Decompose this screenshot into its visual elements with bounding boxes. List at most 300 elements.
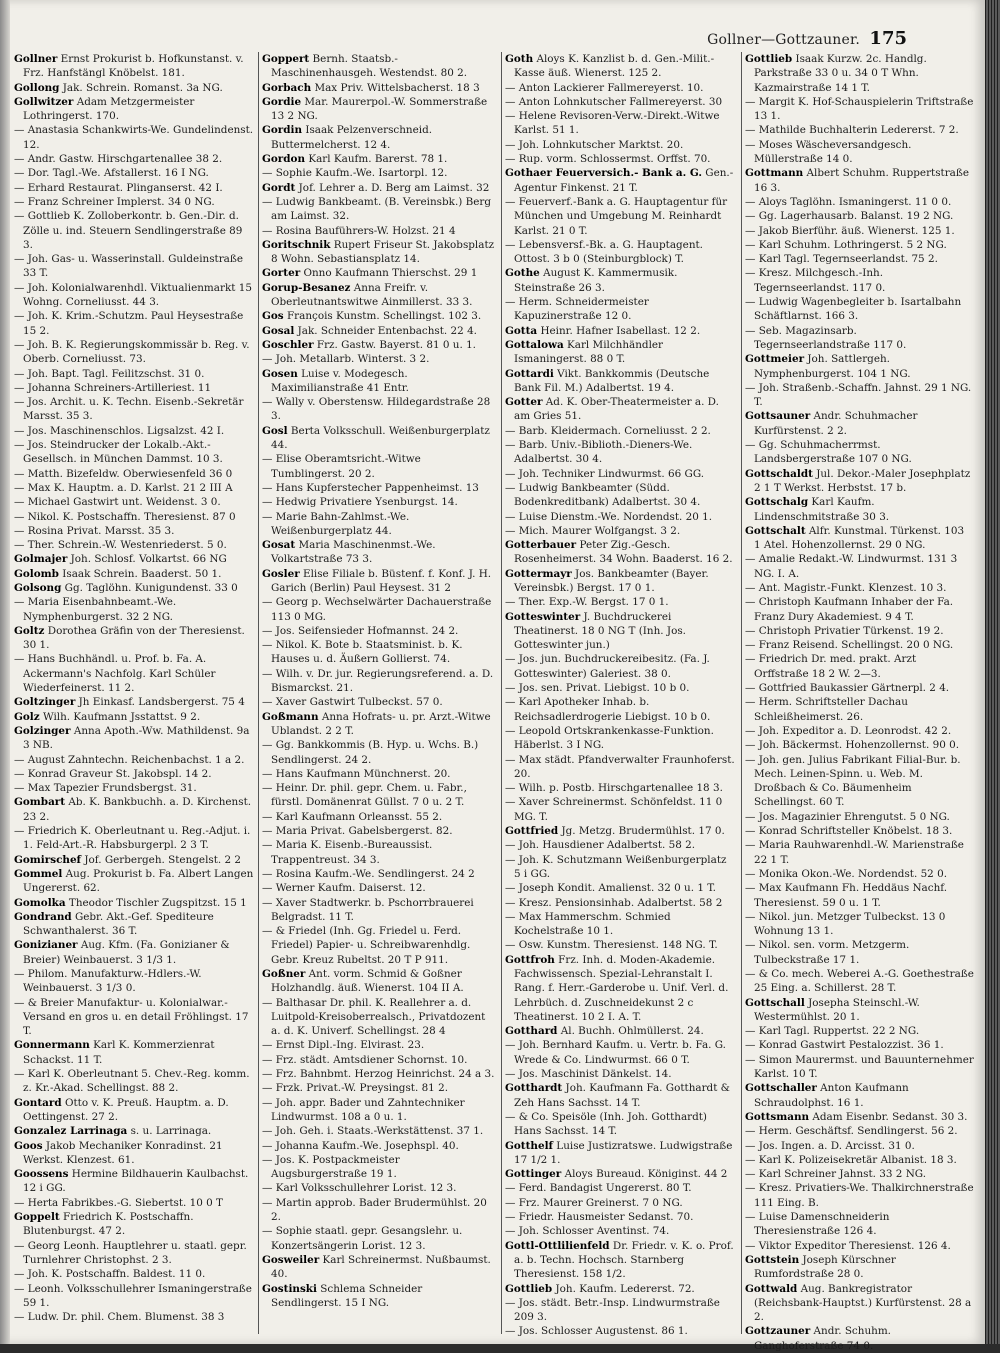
entry-text: — Joseph Kondit. Amalienst. 32 0 u. 1 T. xyxy=(505,882,716,895)
directory-entry xyxy=(745,52,974,95)
entry-text: Karl Schreinermst. Nußbaumst. 40. xyxy=(271,1253,491,1281)
directory-entry xyxy=(505,781,736,795)
entry-text: — Rosina Kaufm.-We. Sendlingerst. 24 2 xyxy=(262,867,475,880)
directory-entry xyxy=(745,1181,974,1210)
directory-entry xyxy=(745,409,974,438)
entry-text: Ab. K. Bankbuchh. a. D. Kirchenst. 23 2. xyxy=(23,796,252,823)
entry-surname: Gottschalg xyxy=(745,496,809,509)
entry-text: Andr. Schuhmacher Kurfürstenst. 2 2. xyxy=(754,410,918,437)
entry-surname: Gombart xyxy=(14,796,66,809)
directory-entry xyxy=(14,1139,254,1168)
directory-entry xyxy=(262,881,496,895)
entry-surname: Golomb xyxy=(14,567,59,580)
entry-surname: Gonnermann xyxy=(14,1039,90,1052)
directory-entry xyxy=(14,510,254,524)
directory-entry xyxy=(745,266,974,295)
directory-entry xyxy=(262,624,496,638)
directory-entry xyxy=(745,1239,974,1253)
directory-entry xyxy=(505,1024,736,1038)
entry-text: — Aloys Taglöhn. Ismaningerst. 11 0 0. xyxy=(745,195,952,208)
directory-entry xyxy=(14,95,254,124)
directory-entry xyxy=(14,524,254,538)
entry-text: — Joh. gen. Julius Fabrikant Filial-Bur. b. Mech. Leinen-Spinn. u. Web. M. Droßbach & Co. Bäumenheim Schellingst. 60 T. xyxy=(745,753,961,809)
directory-entry xyxy=(262,1253,496,1282)
entry-text: — Monika Okon.-We. Nordendst. 52 0. xyxy=(745,867,948,880)
entry-text: Isaak Schrein. Baaderst. 50 1. xyxy=(58,567,222,580)
entry-surname: Gottschall xyxy=(745,996,805,1009)
entry-text: — Mathilde Buchhalterin Ledererst. 7 2. xyxy=(745,124,959,137)
entry-surname: Goßmann xyxy=(262,710,319,723)
entry-text: Ernst Prokurist b. Hofkunstanst. v. Frz. Hanfstängl Knöbelst. 181. xyxy=(23,53,244,80)
directory-entry xyxy=(505,338,736,367)
entry-text: — Nikol. K. Postschaffn. Theresienst. 87 0 xyxy=(14,510,236,523)
entry-text: — Max K. Hauptm. a. D. Karlst. 21 2 III A xyxy=(14,481,233,494)
directory-entry xyxy=(505,1038,736,1067)
entry-text: — Leonh. Volksschullehrer Ismaningerstraße 59 1. xyxy=(14,1282,252,1309)
entry-text: François Kunstm. Schellingst. 102 3. xyxy=(283,310,482,323)
entry-surname: Gottl-Ottlilienfeld xyxy=(505,1239,610,1252)
directory-entry xyxy=(745,1282,974,1325)
directory-entry xyxy=(14,424,254,438)
directory-entry xyxy=(14,652,254,695)
directory-entry xyxy=(505,753,736,782)
directory-entry xyxy=(505,953,736,1024)
entry-text: — Barb. Kleidermach. Corneliusst. 2 2. xyxy=(505,424,711,437)
entry-text: Adam Eisenbr. Sedanst. 30 3. xyxy=(809,1110,968,1123)
directory-entry xyxy=(14,481,254,495)
directory-entry xyxy=(505,438,736,467)
directory-entry xyxy=(505,524,736,538)
directory-entry xyxy=(505,1139,736,1168)
entry-text: Gg. Taglöhn. Kunigundenst. 33 0 xyxy=(61,581,238,594)
entry-text: Jak. Schrein. Romanst. 3a NG. xyxy=(59,81,223,94)
directory-entry xyxy=(14,567,254,581)
entry-text: — Friedr. Hausmeister Sedanst. 70. xyxy=(505,1211,694,1224)
entry-surname: Gottfroh xyxy=(505,953,555,966)
directory-entry xyxy=(262,1282,496,1311)
entry-text: Anna Hofrats- u. pr. Arzt.-Witwe Ublandst. 2 2 T. xyxy=(271,710,491,737)
entry-surname: Gotthardt xyxy=(505,1082,563,1095)
directory-entry xyxy=(745,695,974,724)
entry-text: — Anton Lohnkutscher Fallmereyerst. 30 xyxy=(505,95,723,108)
entry-text: Frz. Inh. d. Moden-Akademie. Fachwissensch. Spezial-Lehranstalt I. Rang. f. Herr.-Garderobe u. Unif. Verl. d. Lehrbüch. d. Zuschneidekunst 2 c Theatinerst. 10 2 I. A. T. xyxy=(514,953,729,1023)
entry-text: — Maria Rauhwarenhdl.-W. Marienstraße 22 1 T. xyxy=(745,839,964,866)
entry-surname: Gosat xyxy=(262,539,296,552)
entry-text: — Joh. Techniker Lindwurmst. 66 GG. xyxy=(505,467,705,480)
directory-entry xyxy=(505,1110,736,1139)
entry-text: August K. Kammermusik. Steinstraße 26 3. xyxy=(514,267,678,294)
entry-text: — Konrad Schriftsteller Knöbelst. 18 3. xyxy=(745,825,953,838)
directory-entry xyxy=(745,1153,974,1167)
directory-entry xyxy=(745,967,974,996)
entry-text: — Frz. städt. Amtsdiener Schornst. 10. xyxy=(262,1053,468,1066)
entry-surname: Gommel xyxy=(14,867,63,880)
directory-entry xyxy=(745,996,974,1025)
entry-text: — Joh. Bäckermst. Hohenzollernst. 90 0. xyxy=(745,739,960,752)
entry-text: — Joh. K. Schutzmann Weißenburgerplatz 5 i GG. xyxy=(505,853,727,880)
directory-entry xyxy=(745,238,974,252)
directory-entry xyxy=(505,938,736,952)
entry-text: — Maria Eisenbahnbeamt.-We. Nymphenburgerst. 32 2 NG. xyxy=(14,596,177,623)
entry-text: — Joh. Kolonialwarenhdl. Viktualienmarkt 15 Wohng. Corneliusst. 44 3. xyxy=(14,281,252,309)
directory-entry xyxy=(14,552,254,566)
entry-text: Isaak Pelzenverschneid. Buttermelcherst. 12 4. xyxy=(271,124,433,151)
entry-text: — Joh. Metallarb. Winterst. 3 2. xyxy=(262,353,430,366)
directory-entry xyxy=(505,595,736,609)
entry-surname: Goßner xyxy=(262,968,306,980)
entry-text: — Nikol. sen. vorm. Metzgerm. Tulbeckstraße 17 1. xyxy=(745,939,910,966)
entry-text: Anna Apoth.-Ww. Mathildenst. 9a 3 NB. xyxy=(23,724,250,752)
directory-entry xyxy=(745,838,974,867)
entry-text: Anton Kaufmann Schraudolphst. 16 1. xyxy=(754,1082,909,1109)
entry-text: — Friedrich Dr. med. prakt. Arzt Orffstraße 18 2 W. 2—3. xyxy=(745,653,917,680)
entry-text: — Jos. Steindrucker der Lokalb.-Akt.-Gesellsch. in München Dammst. 10 3. xyxy=(14,439,223,466)
entry-text: — Kresz. Milchgesch.-Inh. Tegernseerlandst. 117 0. xyxy=(745,267,886,294)
directory-entry xyxy=(745,824,974,838)
directory-entry xyxy=(505,1296,736,1325)
entry-text: — Balthasar Dr. phil. K. Reallehrer a. d. Luitpold-Kreisoberrealsch., Privatdozent a. d. K. Univerf. Schellingst. 28 4 xyxy=(262,996,486,1038)
entry-surname: Gordin xyxy=(262,124,303,137)
entry-text: Jg. Metzg. Brudermühlst. 17 0. xyxy=(558,825,725,838)
directory-entry xyxy=(745,1053,974,1082)
directory-entry xyxy=(505,881,736,895)
directory-entry xyxy=(14,910,254,939)
directory-entry xyxy=(505,395,736,424)
entry-text: — Max Kaufmann Fh. Heddäus Nachf. Theresienst. 59 0 u. 1 T. xyxy=(745,882,948,909)
entry-surname: Goth xyxy=(505,53,534,65)
directory-entry xyxy=(505,1324,736,1338)
entry-text: — Gottfried Baukassier Gärtnerpl. 2 4. xyxy=(745,682,950,695)
directory-entry xyxy=(505,424,736,438)
entry-text: — Joh. Hausdiener Adalbertst. 58 2. xyxy=(505,839,696,852)
directory-entry xyxy=(262,367,496,396)
entry-text: — & Friedel (Inh. Gg. Friedel u. Ferd. Friedel) Papier- u. Schreibwarenhdlg. Gebr. Kreuz Rubeltst. 20 T P 911. xyxy=(262,925,471,966)
entry-text: Frz. Gastw. Bayerst. 81 0 u. 1. xyxy=(313,338,476,351)
entry-text: Elise Filiale b. Büstenf. f. Konf. J. H. Garich (Berlin) Paul Heysest. 31 2 xyxy=(271,567,492,594)
entry-text: — Herta Fabrikbes.-G. Siebertst. 10 0 T xyxy=(14,1196,223,1209)
directory-entry xyxy=(262,1139,496,1153)
entry-text: — Joh. Expeditor a. D. Leonrodst. 42 2. xyxy=(745,724,952,737)
directory-entry xyxy=(262,152,496,166)
directory-entry xyxy=(262,1081,496,1095)
entry-text: — Michael Gastwirt unt. Weidenst. 3 0. xyxy=(14,496,221,509)
entry-text: Isaak Kurzw. 2c. Handlg. Parkstraße 33 0 u. 34 0 T Whn. Kazmairstraße 14 1 T. xyxy=(754,53,927,94)
entry-text: Dr. Friedr. v. K. o. Prof. a. b. Techn. Hochsch. Starnberg Theresienst. 158 1/2. xyxy=(514,1239,734,1281)
directory-entry xyxy=(14,467,254,481)
entry-text: — Amalie Redakt.-W. Lindwurmst. 131 3 NG. I. A. xyxy=(745,553,958,580)
entry-text: — Anastasia Schankwirts-We. Gundelindenst. 12. xyxy=(14,124,254,151)
directory-entry xyxy=(505,652,736,681)
directory-entry xyxy=(505,95,736,109)
entry-text: — Maria Privat. Gabelsbergerst. 82. xyxy=(262,825,453,838)
directory-entry xyxy=(505,1081,736,1110)
entry-surname: Golz xyxy=(14,710,40,723)
entry-surname: Gotter xyxy=(505,396,543,409)
entry-text: Anna Freifr. v. Oberleutnantswitwe Ainmillerst. 33 3. xyxy=(271,281,473,309)
entry-text: — Konrad Graveur St. Jakobspl. 14 2. xyxy=(14,767,212,780)
directory-entry xyxy=(505,266,736,295)
directory-entry xyxy=(262,424,496,453)
entry-surname: Gottsauner xyxy=(745,410,811,423)
directory-entry xyxy=(745,352,974,381)
directory-entry xyxy=(745,1124,974,1138)
entry-text: — Gottlieb K. Zolloberkontr. b. Gen.-Dir. d. Zölle u. ind. Steuern Sendlingerstraße 89 3. xyxy=(14,210,243,251)
directory-entry xyxy=(14,695,254,709)
entry-text: — Gg. Lagerhausarb. Balanst. 19 2 NG. xyxy=(745,210,954,223)
entry-surname: Gotthelf xyxy=(505,1139,553,1152)
entry-text: — Andr. Gastw. Hirschgartenallee 38 2. xyxy=(14,153,223,166)
entry-text: — Anton Lackierer Fallmereyerst. 10. xyxy=(505,81,704,94)
directory-entry xyxy=(745,123,974,137)
entry-text: Andr. Schuhm. Ganghoferstraße 74 0. xyxy=(754,1325,891,1352)
column-1 xyxy=(14,52,254,1334)
entry-text: Jul. Dekor.-Maler Josephplatz 2 1 T Werkst. Herbstst. 17 b. xyxy=(754,467,971,494)
directory-entry xyxy=(505,152,736,166)
entry-text: — Margit K. Hof-Schauspielerin Triftstraße 13 1. xyxy=(745,95,974,123)
directory-entry xyxy=(14,795,254,824)
directory-entry xyxy=(505,1196,736,1210)
directory-entry xyxy=(505,1239,736,1282)
directory-entry xyxy=(14,309,254,338)
entry-text: — Joh. Lohnkutscher Marktst. 20. xyxy=(505,138,684,151)
entry-surname: Gondrand xyxy=(14,910,72,923)
entry-surname: Gollner xyxy=(14,53,58,65)
directory-entry xyxy=(14,767,254,781)
directory-entry xyxy=(14,853,254,867)
entry-surname: Gorbach xyxy=(262,81,312,94)
entry-surname: Gottwald xyxy=(745,1282,798,1295)
directory-entry xyxy=(745,1110,974,1124)
directory-entry xyxy=(745,252,974,266)
entry-text: — Joh. Schlosser Aventinst. 74. xyxy=(505,1225,670,1238)
entry-surname: Gosen xyxy=(262,367,298,380)
entry-text: — Karl Kaufmann Orleansst. 55 2. xyxy=(262,810,443,823)
directory-entry xyxy=(745,495,974,524)
directory-entry xyxy=(14,710,254,724)
directory-entry xyxy=(14,252,254,281)
entry-surname: Gomolka xyxy=(14,896,66,909)
entry-text: — Konrad Gastwirt Pestalozzist. 36 1. xyxy=(745,1039,944,1052)
directory-entry xyxy=(745,910,974,939)
directory-entry xyxy=(262,924,496,967)
directory-entry xyxy=(262,495,496,509)
entry-text: Jof. Lehrer a. D. Berg am Laimst. 32 xyxy=(295,181,490,194)
directory-entry xyxy=(14,438,254,467)
entry-text: — Jos. städt. Betr.-Insp. Lindwurmstraße 209 3. xyxy=(505,1296,720,1324)
entry-surname: Goschler xyxy=(262,338,314,351)
directory-entry xyxy=(745,1081,974,1110)
entry-text: — Nikol. K. Bote b. Staatsminist. b. K. Hauses u. d. Äußern Gollierst. 74. xyxy=(262,639,463,666)
directory-entry xyxy=(14,581,254,595)
entry-text: — Wilh. v. Dr. jur. Regierungsreferend. a. D. Bismarckst. 21. xyxy=(262,667,494,695)
entry-text: — Karl Schuhm. Lothringerst. 5 2 NG. xyxy=(745,238,947,251)
entry-text: Hermine Bildhauerin Kaulbachst. 12 i GG. xyxy=(23,1168,249,1195)
entry-surname: Gothaer Feuerversich.- Bank a. G. xyxy=(505,167,702,180)
entry-surname: Gordon xyxy=(262,153,306,166)
entry-text: Schlema Schneider Sendlingerst. 15 I NG. xyxy=(271,1282,423,1309)
directory-columns xyxy=(14,52,974,1352)
directory-entry xyxy=(745,381,974,410)
entry-surname: Golmajer xyxy=(14,553,68,566)
directory-entry xyxy=(262,838,496,867)
entry-text: — Hedwig Privatiere Ysenburgst. 14. xyxy=(262,496,458,509)
entry-text: Ad. K. Ober-Theatermeister a. D. am Gries 51. xyxy=(514,396,719,423)
directory-entry xyxy=(14,52,254,81)
directory-entry xyxy=(745,1024,974,1038)
entry-text: Peter Zig.-Gesch. Rosenheimerst. 34 Wohn. Baaderst. 16 2. xyxy=(514,539,733,566)
directory-entry xyxy=(745,209,974,223)
entry-surname: Gottmann xyxy=(745,167,804,180)
entry-text: — Gg. Bankkommis (B. Hyp. u. Wchs. B.) Sendlingerst. 24 2. xyxy=(262,739,479,766)
entry-text: Karl Kaufm. Lindenschmitstraße 30 3. xyxy=(754,496,890,523)
entry-text: — Rosina Privat. Marsst. 35 3. xyxy=(14,524,175,537)
entry-text: Jak. Schneider Entenbachst. 22 4. xyxy=(294,324,477,337)
directory-entry xyxy=(14,1210,254,1239)
entry-text: Aug. Bankregistrator (Reichsbank-Hauptst.) Kurfürstenst. 28 a 2. xyxy=(754,1282,972,1324)
directory-entry xyxy=(262,967,496,996)
entry-surname: Gordie xyxy=(262,95,302,108)
entry-text: — Ludwig Wagenbegleiter b. Isartalbahn Schäftlarnst. 166 3. xyxy=(745,296,962,323)
entry-surname: Gordt xyxy=(262,181,296,194)
directory-entry xyxy=(262,824,496,838)
entry-text: — Joh. appr. Bader und Zahntechniker Lindwurmst. 108 a 0 u. 1. xyxy=(262,1096,465,1123)
entry-text: — Elise Oberamtsricht.-Witwe Tumblingerst. 20 2. xyxy=(262,453,421,480)
directory-entry xyxy=(505,195,736,238)
entry-text: — Helene Revisoren-Verw.-Direkt.-Witwe Karlst. 51 1. xyxy=(505,110,720,137)
entry-text: Aloys Bureaud. Königinst. 44 2 xyxy=(561,1168,728,1181)
directory-entry xyxy=(262,481,496,495)
entry-text: Joseph Kürschner Rumfordstraße 28 0. xyxy=(754,1253,896,1281)
directory-entry xyxy=(505,52,736,81)
directory-entry xyxy=(262,266,496,280)
directory-entry xyxy=(745,652,974,681)
page-edge xyxy=(985,0,1000,1344)
directory-entry xyxy=(262,395,496,424)
entry-text: — Leopold Ortskrankenkasse-Funktion. Häberlst. 3 I NG. xyxy=(505,724,714,752)
entry-text: — Max Hammerschm. Schmied Kochelstraße 10 1. xyxy=(505,910,671,938)
entry-text: — Lebensversf.-Bk. a. G. Hauptagent. Ottost. 3 b 0 (Steinburgblock) T. xyxy=(505,238,703,266)
directory-entry xyxy=(505,324,736,338)
entry-text: Bernh. Staatsb.-Maschinenhausgeh. Westendst. 80 2. xyxy=(271,53,468,80)
entry-text: — Max städt. Pfandverwalter Fraunhoferst. 20. xyxy=(505,753,735,780)
entry-surname: Gorter xyxy=(262,267,301,280)
entry-surname: Gosweiler xyxy=(262,1253,320,1266)
directory-entry xyxy=(745,324,974,353)
entry-text: Joh. Schlosf. Volkartst. 66 NG xyxy=(67,553,227,566)
entry-text: — Herm. Schriftsteller Dachau Schleißheimerst. 26. xyxy=(745,696,908,723)
entry-text: — Johanna Schreiners-Artilleriest. 11 xyxy=(14,381,212,394)
entry-text: — Herm. Schneidermeister Kapuzinerstraße 12 0. xyxy=(505,296,649,323)
directory-entry xyxy=(262,338,496,352)
entry-text: Gen.-Agentur Finkenst. 21 T. xyxy=(514,167,734,194)
entry-surname: Gothe xyxy=(505,267,540,280)
entry-text: — Xaver Schreinermst. Schönfeldst. 11 0 MG. T. xyxy=(505,796,723,823)
entry-text: — Erhard Restaurat. Plinganserst. 42 I. xyxy=(14,181,223,194)
entry-text: — Gg. Schuhmacherrmst. Landsbergerstraße 107 0 NG. xyxy=(745,439,912,466)
entry-surname: Gottschaller xyxy=(745,1082,817,1095)
entry-text: Karl Kaufm. Barerst. 78 1. xyxy=(305,153,448,166)
entry-text: — Dor. Tagl.-We. Afstallerst. 16 I NG. xyxy=(14,167,209,180)
entry-surname: Gottschalt xyxy=(745,524,806,537)
entry-surname: Gotterbauer xyxy=(505,539,577,552)
directory-entry xyxy=(14,152,254,166)
directory-entry xyxy=(14,181,254,195)
directory-entry xyxy=(745,581,974,595)
entry-text: — Matth. Bizefeldw. Oberwiesenfeld 36 0 xyxy=(14,467,233,480)
page-binding xyxy=(0,0,10,1344)
directory-entry xyxy=(505,1224,736,1238)
entry-text: — Ferd. Bandagist Ungererst. 80 T. xyxy=(505,1182,692,1195)
entry-text: Otto v. K. Preuß. Hauptm. a. D. Oettingenst. 27 2. xyxy=(23,1096,229,1123)
entry-text: — Joh. K. Postschaffn. Baldest. 11 0. xyxy=(14,1268,206,1281)
directory-entry xyxy=(505,853,736,882)
entry-text: Onno Kaufmann Thierschst. 29 1 xyxy=(300,267,478,280)
directory-entry xyxy=(505,510,736,524)
entry-surname: Gottlieb xyxy=(505,1282,553,1295)
entry-text: Gebr. Akt.-Gef. Spediteure Schwanthalerst. 36 T. xyxy=(23,910,214,938)
directory-entry xyxy=(262,81,496,95)
entry-text: Mar. Maurerpol.-W. Sommerstraße 13 2 NG. xyxy=(271,95,488,123)
directory-entry xyxy=(262,695,496,709)
entry-text: Alfr. Kunstmal. Türkenst. 103 1 Atel. Hohenzollernst. 29 0 NG. xyxy=(754,524,965,552)
entry-text: Dorothea Gräfin von der Theresienst. 30 1. xyxy=(23,624,245,652)
entry-surname: Gonzalez Larrinaga xyxy=(14,1125,128,1138)
directory-entry xyxy=(505,238,736,267)
directory-entry xyxy=(505,467,736,481)
entry-text: — Sophie staatl. gepr. Gesangslehr. u. Konzertsängerin Lorist. 12 3. xyxy=(262,1225,463,1252)
entry-text: — Nikol. jun. Metzger Tulbeckst. 13 0 Wohnung 13 1. xyxy=(745,910,946,938)
entry-text: — Wally v. Oberstensw. Hildegardstraße 28 3. xyxy=(262,396,491,423)
entry-text: Jakob Mechaniker Konradinst. 21 Werkst. Klenzest. 61. xyxy=(23,1139,223,1166)
directory-entry xyxy=(745,224,974,238)
entry-text: — Jos. K. Postpackmeister Augsburgerstraße 19 1. xyxy=(262,1153,400,1181)
directory-entry xyxy=(14,367,254,381)
directory-entry xyxy=(745,624,974,638)
directory-entry xyxy=(262,667,496,696)
directory-entry xyxy=(14,381,254,395)
entry-text: s. u. Larrinaga. xyxy=(127,1125,212,1138)
entry-text: J. Buchdruckerei Theatinerst. 18 0 NG T (Inh. Jos. Gotteswinter jun.) xyxy=(514,610,686,652)
entry-surname: Golsong xyxy=(14,581,62,594)
running-head: Gollner—Gottzauner. xyxy=(707,32,860,48)
entry-surname: Gottardi xyxy=(505,367,554,380)
directory-entry xyxy=(14,166,254,180)
entry-text: Joh. Kaufmann Fa. Gotthardt & Zeh Hans Sachsst. 14 T. xyxy=(514,1082,730,1109)
directory-entry xyxy=(14,495,254,509)
directory-entry xyxy=(14,595,254,624)
entry-surname: Goritschnik xyxy=(262,238,331,251)
directory-entry xyxy=(14,538,254,552)
entry-surname: Golzinger xyxy=(14,724,71,737)
entry-text: — Ludwig Bankbeamter (Südd. Bodenkreditbank) Adalbertst. 30 4. xyxy=(505,481,701,509)
directory-entry xyxy=(262,510,496,539)
directory-entry xyxy=(745,295,974,324)
entry-text: Rupert Friseur St. Jakobsplatz 8 Wohn. Sebastiansplatz 14. xyxy=(271,238,495,266)
entry-text: — Joh. Straßenb.-Schaffn. Jahnst. 29 1 NG. T. xyxy=(745,381,972,409)
entry-text: — Karl K. Polizeisekretär Albanist. 18 3. xyxy=(745,1153,957,1166)
entry-surname: Gosl xyxy=(262,424,288,437)
entry-surname: Goossens xyxy=(14,1168,69,1181)
entry-text: Karl Milchhändler Ismaningerst. 88 0 T. xyxy=(514,338,664,366)
directory-entry xyxy=(262,452,496,481)
entry-text: Aug. Kfm. (Fa. Gonizianer & Breier) Weinbauerst. 3 1/3 1. xyxy=(23,939,230,966)
entry-text: Jos. Bankbeamter (Bayer. Vereinsbk.) Bergst. 17 0 1. xyxy=(514,567,709,594)
entry-text: — Christoph Kaufmann Inhaber der Fa. Franz Dury Akademiest. 9 4 T. xyxy=(745,596,954,623)
directory-entry xyxy=(14,753,254,767)
directory-entry xyxy=(505,567,736,596)
entry-surname: Gottermayr xyxy=(505,567,572,580)
directory-entry xyxy=(14,281,254,310)
